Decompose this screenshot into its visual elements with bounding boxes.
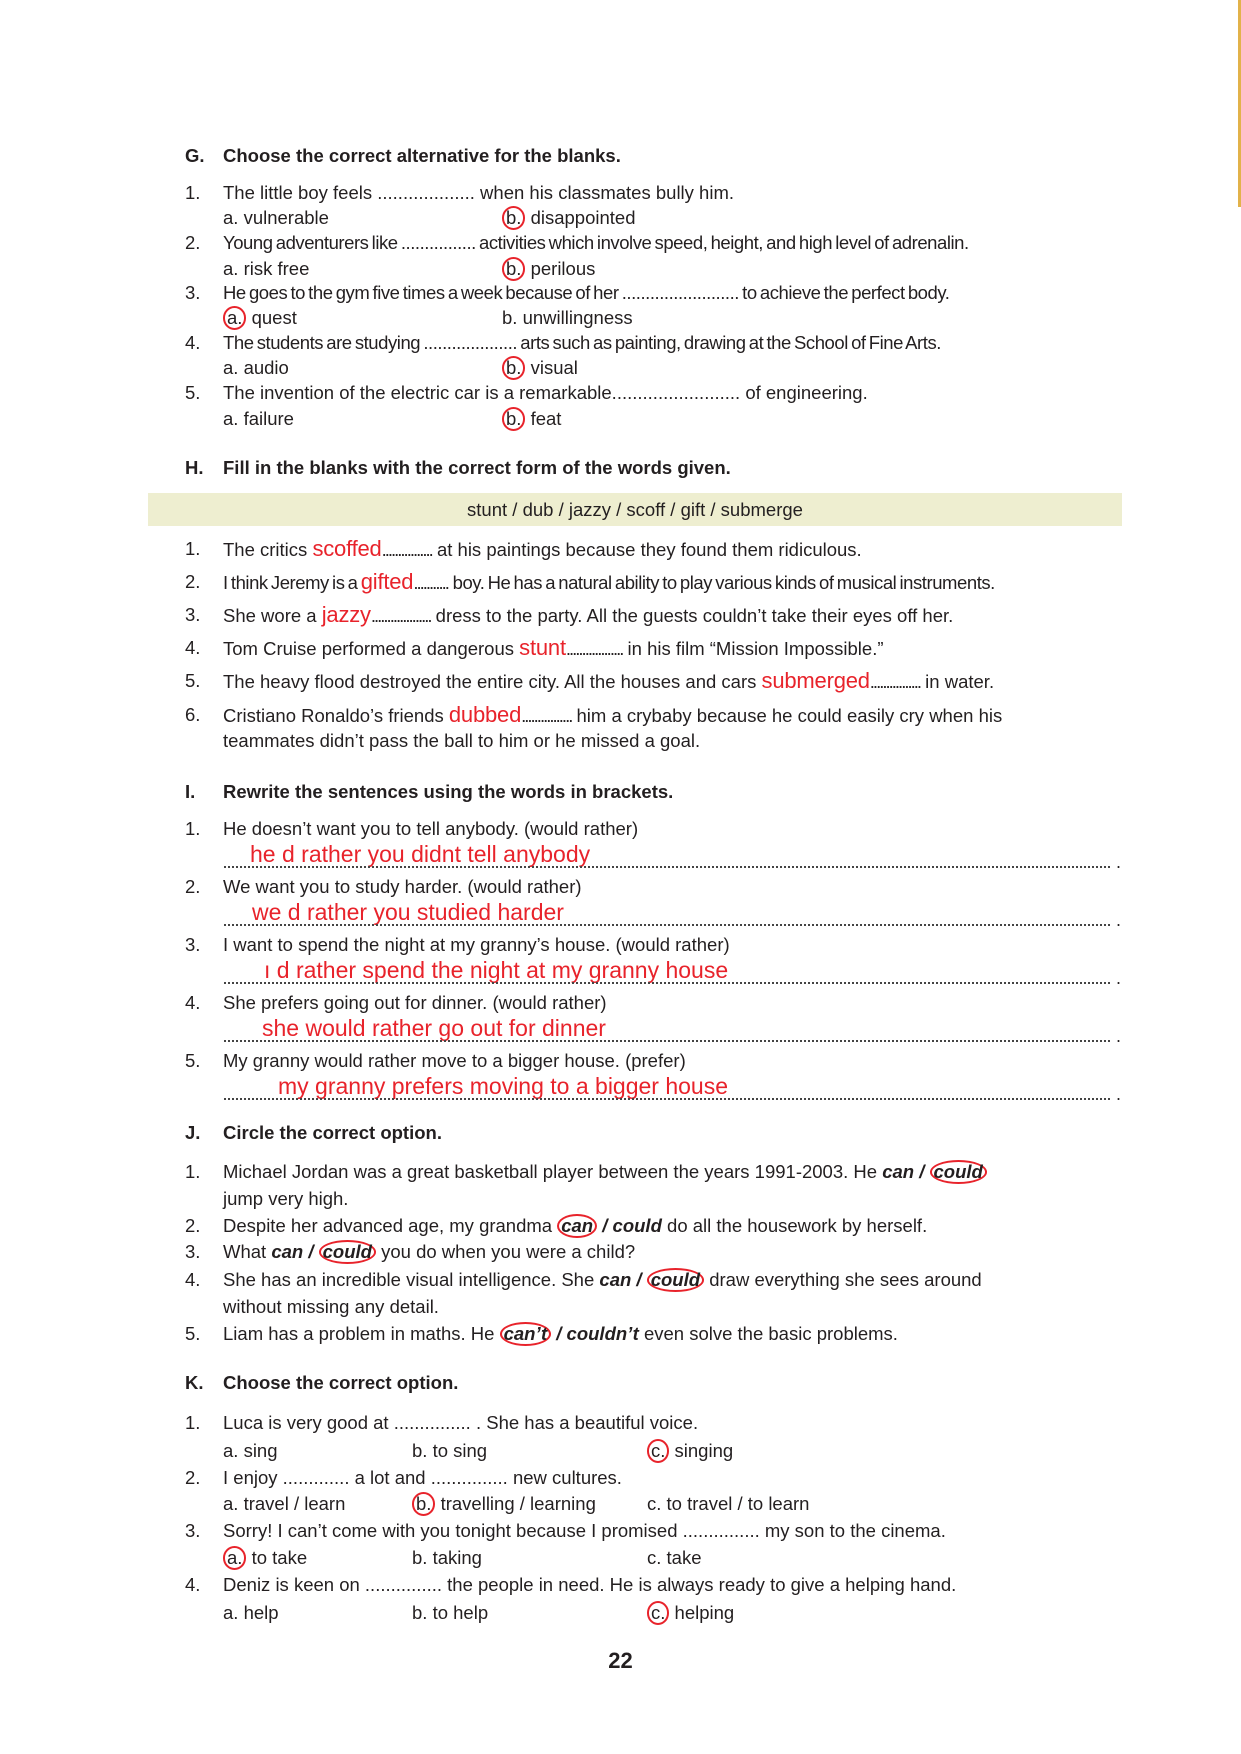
option-b[interactable] — [502, 258, 595, 280]
section-heading-H — [0, 457, 1241, 479]
question-text: The students are studying .................... arts such as painting, drawing at the School of Fine Arts. — [223, 332, 941, 353]
circle-question-4 — [0, 1269, 1241, 1291]
options-row — [0, 1493, 1241, 1515]
section-letter: I. — [185, 781, 196, 802]
question-text — [223, 704, 1002, 727]
answer-circle: b. — [502, 206, 525, 230]
text-after: draw everything she sees around — [704, 1269, 982, 1290]
option-text: quest — [246, 307, 297, 328]
option-b[interactable]: b. unwillingness — [502, 307, 633, 328]
circle-question-2 — [0, 1215, 1241, 1237]
question-number: 4. — [185, 637, 201, 658]
section-heading-K — [0, 1372, 1241, 1394]
question-number: 3. — [185, 1241, 201, 1262]
answer-line[interactable] — [224, 982, 1110, 984]
question-text: He goes to the gym five times a week because of her ......................... to achieve the perfect body. — [223, 282, 950, 303]
question-text: jump very high. — [223, 1188, 349, 1209]
blank-dots: ................ — [869, 671, 921, 692]
question-prompt: My granny would rather move to a bigger house. (prefer) — [223, 1050, 686, 1071]
answer-line[interactable] — [224, 866, 1110, 868]
question-text — [223, 1269, 982, 1291]
line-end-dot: . — [1116, 910, 1122, 930]
text-after: dress to the party. All the guests couldn’t take their eyes off her. — [430, 605, 954, 626]
rewrite-5 — [0, 1050, 1241, 1072]
text-before: Liam has a problem in maths. He — [223, 1323, 500, 1344]
question-text — [223, 1323, 898, 1345]
question-text — [223, 1215, 927, 1237]
question-number: 2. — [185, 1215, 201, 1236]
section-heading-G — [0, 145, 1241, 167]
choice-cant[interactable]: can’t — [500, 1322, 552, 1346]
text-before: Tom Cruise performed a dangerous — [223, 638, 520, 659]
rewrite-2 — [0, 876, 1241, 898]
option-b[interactable] — [502, 207, 636, 229]
option-text: to take — [246, 1547, 308, 1568]
section-title: Fill in the blanks with the correct form of the words given. — [223, 457, 731, 478]
question-number: 5. — [185, 382, 201, 403]
text-before: Cristiano Ronaldo’s friends — [223, 705, 449, 726]
section-title: Choose the correct option. — [223, 1372, 459, 1393]
text-before: Michael Jordan was a great basketball player between the years 1991-2003. He — [223, 1161, 883, 1182]
answer-circle: b. — [502, 356, 525, 380]
option-a[interactable]: a. audio — [223, 357, 289, 378]
question-text: Young adventurers like ................ activities which involve speed, height, and high level of adrenalin. — [223, 232, 969, 253]
text-after: you do when you were a child? — [375, 1241, 636, 1262]
choice-separator: / — [597, 1215, 613, 1236]
question-text — [223, 637, 884, 660]
answer-blank[interactable] — [312, 536, 432, 561]
choice-can[interactable]: can — [599, 1269, 632, 1290]
question-text: Luca is very good at ............... . She has a beautiful voice. — [223, 1412, 699, 1433]
option-text: singing — [669, 1440, 734, 1461]
option-text: perilous — [525, 258, 596, 279]
answer-circle: b. — [502, 407, 525, 431]
option-b[interactable] — [412, 1493, 596, 1515]
question-number: 3. — [185, 934, 201, 955]
text-before: The critics — [223, 539, 313, 560]
section-title: Rewrite the sentences using the words in brackets. — [223, 781, 674, 802]
circle-question-continuation — [0, 1296, 1241, 1318]
options-row — [0, 1602, 1241, 1624]
option-a[interactable]: a. help — [223, 1602, 279, 1623]
option-a[interactable]: a. risk free — [223, 258, 310, 279]
question-number: 5. — [185, 1050, 201, 1071]
text-after: in water. — [920, 671, 995, 692]
question-prompt: He doesn’t want you to tell anybody. (would rather) — [223, 818, 639, 839]
option-b[interactable]: b. to help — [412, 1602, 489, 1623]
answer-line[interactable] — [224, 1098, 1110, 1100]
choice-can[interactable]: can — [557, 1214, 597, 1238]
answer-blank[interactable] — [448, 702, 572, 727]
circle-question-5 — [0, 1323, 1241, 1345]
handwritten-answer: she would rather go out for dinner — [262, 1015, 606, 1041]
question-1 — [0, 182, 1241, 204]
question-text: without missing any detail. — [223, 1296, 439, 1317]
text-after: . boy. He has a natural ability to play various kinds of musical instruments. — [444, 572, 995, 593]
question-text — [223, 604, 953, 627]
option-a[interactable]: a. failure — [223, 408, 294, 429]
blank-dots: .......... — [413, 572, 445, 593]
question-text — [223, 1241, 635, 1263]
choice-separator: / — [303, 1241, 319, 1262]
question-text — [223, 1161, 987, 1183]
section-letter: G. — [185, 145, 205, 166]
fill-blank-2 — [0, 571, 1241, 593]
fill-blank-1 — [0, 538, 1241, 560]
text-before: What — [223, 1241, 272, 1262]
option-c[interactable]: c. take — [647, 1547, 702, 1568]
question-number: 2. — [185, 232, 201, 253]
answer-blank[interactable] — [519, 635, 623, 660]
answer-line[interactable] — [224, 924, 1110, 926]
handwritten-answer: jazzy — [321, 602, 371, 627]
line-end-dot: . — [1116, 968, 1122, 988]
rewrite-3 — [0, 934, 1241, 956]
question-number: 1. — [185, 1161, 201, 1182]
question-text: Sorry! I can’t come with you tonight because I promised ............... my son to the cinema. — [223, 1520, 946, 1541]
option-a[interactable]: a. vulnerable — [223, 207, 329, 228]
handwritten-answer: my granny prefers moving to a bigger house — [278, 1073, 729, 1099]
text-after: in his film “Mission Impossible.” — [622, 638, 884, 659]
question-2 — [0, 1467, 1241, 1489]
choice-separator: / — [551, 1323, 567, 1344]
answer-blank[interactable] — [321, 602, 431, 627]
options-row — [0, 357, 1241, 379]
option-b[interactable]: b. taking — [412, 1547, 482, 1568]
blank-dots: .................. — [565, 638, 623, 659]
option-b[interactable] — [502, 408, 561, 430]
option-c[interactable] — [647, 1602, 734, 1624]
option-a[interactable]: a. sing — [223, 1440, 278, 1461]
question-number: 6. — [185, 704, 201, 725]
question-text: teammates didn’t pass the ball to him or he missed a goal. — [223, 730, 701, 751]
option-b[interactable]: b. to sing — [412, 1440, 488, 1461]
question-number: 2. — [185, 571, 201, 592]
option-b[interactable] — [502, 357, 578, 379]
answer-blank[interactable] — [761, 668, 921, 693]
handwritten-answer: scoffed — [312, 536, 382, 561]
section-title: Choose the correct alternative for the blanks. — [223, 145, 621, 166]
question-2 — [0, 232, 1241, 254]
line-end-dot: . — [1116, 1026, 1122, 1046]
section-heading-J — [0, 1122, 1241, 1144]
fill-blank-4 — [0, 637, 1241, 659]
question-number: 1. — [185, 538, 201, 559]
option-c[interactable] — [647, 1440, 733, 1462]
question-text — [223, 571, 995, 594]
question-text: The invention of the electric car is a remarkable......................... of engineering. — [223, 382, 868, 403]
question-number: 5. — [185, 670, 201, 691]
circle-question-1 — [0, 1161, 1241, 1183]
question-number: 1. — [185, 818, 201, 839]
text-after: even solve the basic problems. — [638, 1323, 898, 1344]
section-heading-I — [0, 781, 1241, 803]
question-3 — [0, 1520, 1241, 1542]
question-text: I enjoy ............. a lot and ............... new cultures. — [223, 1467, 622, 1488]
question-4 — [0, 1574, 1241, 1596]
options-row — [0, 1547, 1241, 1569]
question-number: 4. — [185, 1574, 201, 1595]
question-number: 5. — [185, 1323, 201, 1344]
question-text — [223, 670, 994, 693]
choice-can[interactable]: can — [882, 1161, 915, 1182]
text-before: I think Jeremy is a — [223, 572, 361, 593]
blank-dots: ................... — [370, 605, 431, 626]
option-a[interactable] — [223, 307, 297, 329]
option-a[interactable]: a. travel / learn — [223, 1493, 346, 1514]
word-box: stunt / dub / jazzy / scoff / gift / submerge — [148, 493, 1122, 526]
fill-blank-continuation — [0, 730, 1241, 752]
choice-separator: / — [631, 1269, 647, 1290]
section-title: Circle the correct option. — [223, 1122, 442, 1143]
section-letter: H. — [185, 457, 204, 478]
question-number: 4. — [185, 992, 201, 1013]
question-number: 4. — [185, 1269, 201, 1290]
choice-could[interactable]: could — [647, 1268, 704, 1292]
handwritten-answer: stunt — [519, 635, 566, 660]
question-5 — [0, 382, 1241, 404]
question-number: 2. — [185, 1467, 201, 1488]
handwritten-answer: gifted — [360, 569, 414, 594]
fill-blank-6 — [0, 704, 1241, 726]
question-text: The little boy feels ................... when his classmates bully him. — [223, 182, 734, 203]
question-text — [223, 538, 862, 561]
question-number: 1. — [185, 1412, 201, 1433]
choice-could[interactable]: could — [612, 1215, 662, 1236]
handwritten-answer: he d rather you didnt tell anybody — [250, 841, 591, 867]
section-letter: K. — [185, 1372, 204, 1393]
options-row — [0, 1440, 1241, 1462]
option-a[interactable] — [223, 1547, 307, 1569]
handwritten-answer: ı d rather spend the night at my granny house — [264, 957, 729, 983]
choice-separator: / — [914, 1161, 930, 1182]
text-after: him a crybaby because he could easily cry when his — [571, 705, 1003, 726]
options-row — [0, 307, 1241, 329]
option-text: disappointed — [525, 207, 636, 228]
text-before: Despite her advanced age, my grandma — [223, 1215, 558, 1236]
text-after: at his paintings because they found them ridiculous. — [431, 539, 862, 560]
question-3 — [0, 282, 1241, 304]
handwritten-answer: we d rather you studied harder — [252, 899, 564, 925]
question-number: 2. — [185, 876, 201, 897]
text-after: do all the housework by herself. — [661, 1215, 928, 1236]
option-text: visual — [525, 357, 578, 378]
option-text: feat — [525, 408, 562, 429]
options-row — [0, 258, 1241, 280]
question-prompt: I want to spend the night at my granny’s house. (would rather) — [223, 934, 730, 955]
answer-circle: c. — [647, 1601, 669, 1625]
text-before: She wore a — [223, 605, 322, 626]
page-number: 22 — [608, 1648, 633, 1673]
question-number: 3. — [185, 282, 201, 303]
rewrite-4 — [0, 992, 1241, 1014]
choice-couldnt[interactable]: couldn’t — [566, 1323, 639, 1344]
fill-blank-5 — [0, 670, 1241, 692]
option-text: helping — [669, 1602, 735, 1623]
answer-circle: b. — [412, 1492, 435, 1516]
question-prompt: She prefers going out for dinner. (would rather) — [223, 992, 607, 1013]
question-4 — [0, 332, 1241, 354]
question-number: 3. — [185, 604, 201, 625]
handwritten-answer: dubbed — [448, 702, 522, 727]
option-text: travelling / learning — [435, 1493, 596, 1514]
answer-circle: a. — [223, 1546, 246, 1570]
text-before: The heavy flood destroyed the entire city. All the houses and cars — [223, 671, 762, 692]
blank-dots: ................ — [521, 705, 572, 726]
section-letter: J. — [185, 1122, 201, 1143]
line-end-dot: . — [1116, 1084, 1122, 1104]
option-c[interactable]: c. to travel / to learn — [647, 1493, 810, 1514]
rewrite-1 — [0, 818, 1241, 840]
choice-could[interactable]: could — [930, 1160, 987, 1184]
options-row — [0, 408, 1241, 430]
fill-blank-3 — [0, 604, 1241, 626]
handwritten-answer: submerged — [761, 668, 870, 693]
text-before: She has an incredible visual intelligence. She — [223, 1269, 600, 1290]
blank-dots: ................ — [381, 539, 432, 560]
circle-question-continuation — [0, 1188, 1241, 1210]
answer-circle: c. — [647, 1439, 669, 1463]
choice-can[interactable]: can — [271, 1241, 304, 1262]
question-prompt: We want you to study harder. (would rather) — [223, 876, 582, 897]
answer-blank[interactable] — [360, 569, 445, 594]
question-text: Deniz is keen on ............... the people in need. He is always ready to give a helping hand. — [223, 1574, 957, 1595]
question-1 — [0, 1412, 1241, 1434]
answer-circle: b. — [502, 257, 525, 281]
question-number: 1. — [185, 182, 201, 203]
circle-question-3 — [0, 1241, 1241, 1263]
answer-line[interactable] — [224, 1040, 1110, 1042]
choice-could[interactable]: could — [319, 1240, 376, 1264]
options-row — [0, 207, 1241, 229]
question-number: 4. — [185, 332, 201, 353]
question-number: 3. — [185, 1520, 201, 1541]
answer-circle: a. — [223, 306, 246, 330]
line-end-dot: . — [1116, 852, 1122, 872]
